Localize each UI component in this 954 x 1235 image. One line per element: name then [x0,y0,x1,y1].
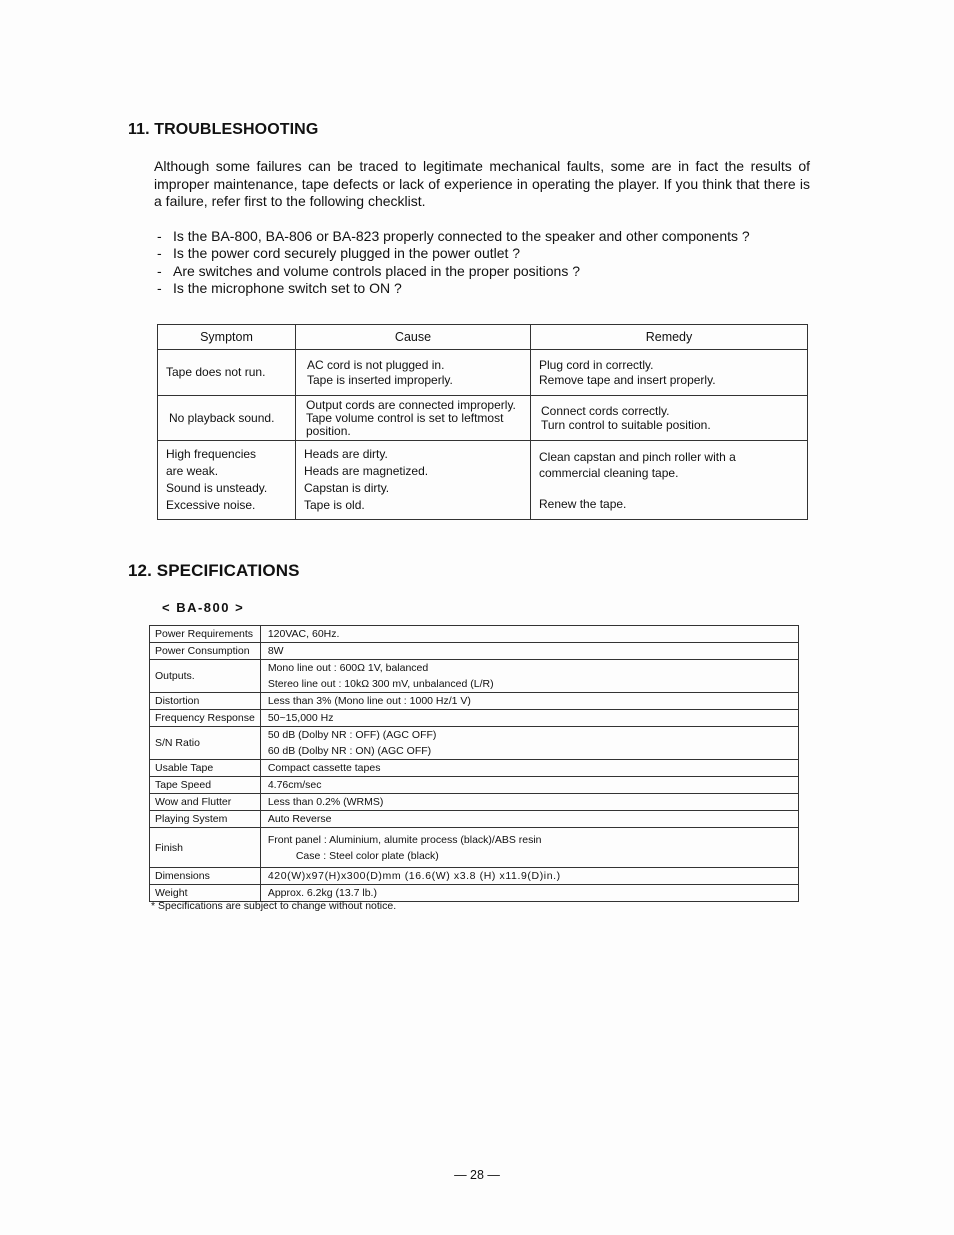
table-header-row [158,325,808,350]
troubleshooting-intro: Although some failures can be traced to legitimate mechanical faults, some are in fact the results of improper maintenance, tape defects or lack of experience in operating the player. If you think that there is a failure, refer first to the following checklist. [154,158,810,209]
spec-row [150,626,799,643]
spec-row [150,777,799,794]
checklist [157,228,750,297]
spec-value: Auto Reverse [260,811,798,828]
spec-label: Usable Tape [150,760,261,777]
header-symptom: Symptom [158,325,296,350]
spec-value: Mono line out : 600Ω 1V, balanced Stereo line out : 10kΩ 300 mV, unbalanced (L/R) [260,660,798,693]
spec-row [150,811,799,828]
spec-label: Dimensions [150,868,261,885]
spec-value: Compact cassette tapes [260,760,798,777]
cause-cell: Output cords are connected improperly. Tape volume control is set to leftmost position. [296,396,531,441]
table-row [158,396,808,441]
spec-row [150,660,799,693]
spec-label: Outputs. [150,660,261,693]
cause-cell: Heads are dirty. Heads are magnetized. Capstan is dirty. Tape is old. [296,441,531,520]
remedy-cell: Connect cords correctly. Turn control to suitable position. [531,396,808,441]
header-cause: Cause [296,325,531,350]
spec-row [150,828,799,868]
spec-value: 120VAC, 60Hz. [260,626,798,643]
remedy-cell: Plug cord in correctly. Remove tape and insert properly. [531,350,808,396]
symptom-cell: High frequencies are weak. Sound is unsteady. Excessive noise. [158,441,296,520]
spec-row [150,693,799,710]
spec-row [150,868,799,885]
spec-value: 50 dB (Dolby NR : OFF) (AGC OFF) 60 dB (Dolby NR : ON) (AGC OFF) [260,727,798,760]
spec-value: 4.76cm/sec [260,777,798,794]
spec-row [150,794,799,811]
spec-value: 8W [260,643,798,660]
spec-value: Less than 3% (Mono line out : 1000 Hz/1 V) [260,693,798,710]
model-label: < BA-800 > [162,600,245,615]
spec-value: Approx. 6.2kg (13.7 lb.) [260,885,798,902]
specifications-note: * Specifications are subject to change without notice. [151,900,397,912]
table-row [158,441,808,520]
checklist-item: - Is the microphone switch set to ON ? [157,279,402,296]
cause-cell: AC cord is not plugged in. Tape is inserted improperly. [296,350,531,396]
spec-label: Power Requirements [150,626,261,643]
table-row [158,350,808,396]
spec-label: Finish [150,828,261,868]
troubleshooting-heading: 11. TROUBLESHOOTING [128,121,319,138]
spec-label: Playing System [150,811,261,828]
page-number: — 28 — [454,1168,500,1182]
spec-row [150,643,799,660]
spec-row [150,727,799,760]
checklist-item: - Is the BA-800, BA-806 or BA-823 properly connected to the speaker and other components ? [157,228,750,244]
spec-label: Weight [150,885,261,902]
spec-row [150,885,799,902]
troubleshooting-table [157,324,808,520]
header-remedy: Remedy [531,325,808,350]
spec-label: Power Consumption [150,643,261,660]
spec-value: Less than 0.2% (WRMS) [260,794,798,811]
spec-value: 50~15,000 Hz [260,710,798,727]
symptom-cell: Tape does not run. [158,350,296,396]
spec-value: 420(W)x97(H)x300(D)mm (16.6(W) x3.8 (H) x11.9(D)in.) [260,868,798,885]
spec-label: S/N Ratio [150,727,261,760]
specifications-table [149,625,799,902]
spec-label: Wow and Flutter [150,794,261,811]
spec-row [150,710,799,727]
checklist-item: - Are switches and volume controls placed in the proper positions ? [157,262,580,279]
spec-label: Frequency Response [150,710,261,727]
spec-label: Distortion [150,693,261,710]
symptom-cell: No playback sound. [158,396,296,441]
remedy-cell: Clean capstan and pinch roller with a commercial cleaning tape. Renew the tape. [531,441,808,520]
spec-row [150,760,799,777]
spec-value: Front panel : Aluminium, alumite process (black)/ABS resin Case : Steel color plate (black) [260,828,798,868]
checklist-item: - Is the power cord securely plugged in the power outlet ? [157,245,521,262]
spec-label: Tape Speed [150,777,261,794]
specifications-heading: 12. SPECIFICATIONS [128,561,300,580]
